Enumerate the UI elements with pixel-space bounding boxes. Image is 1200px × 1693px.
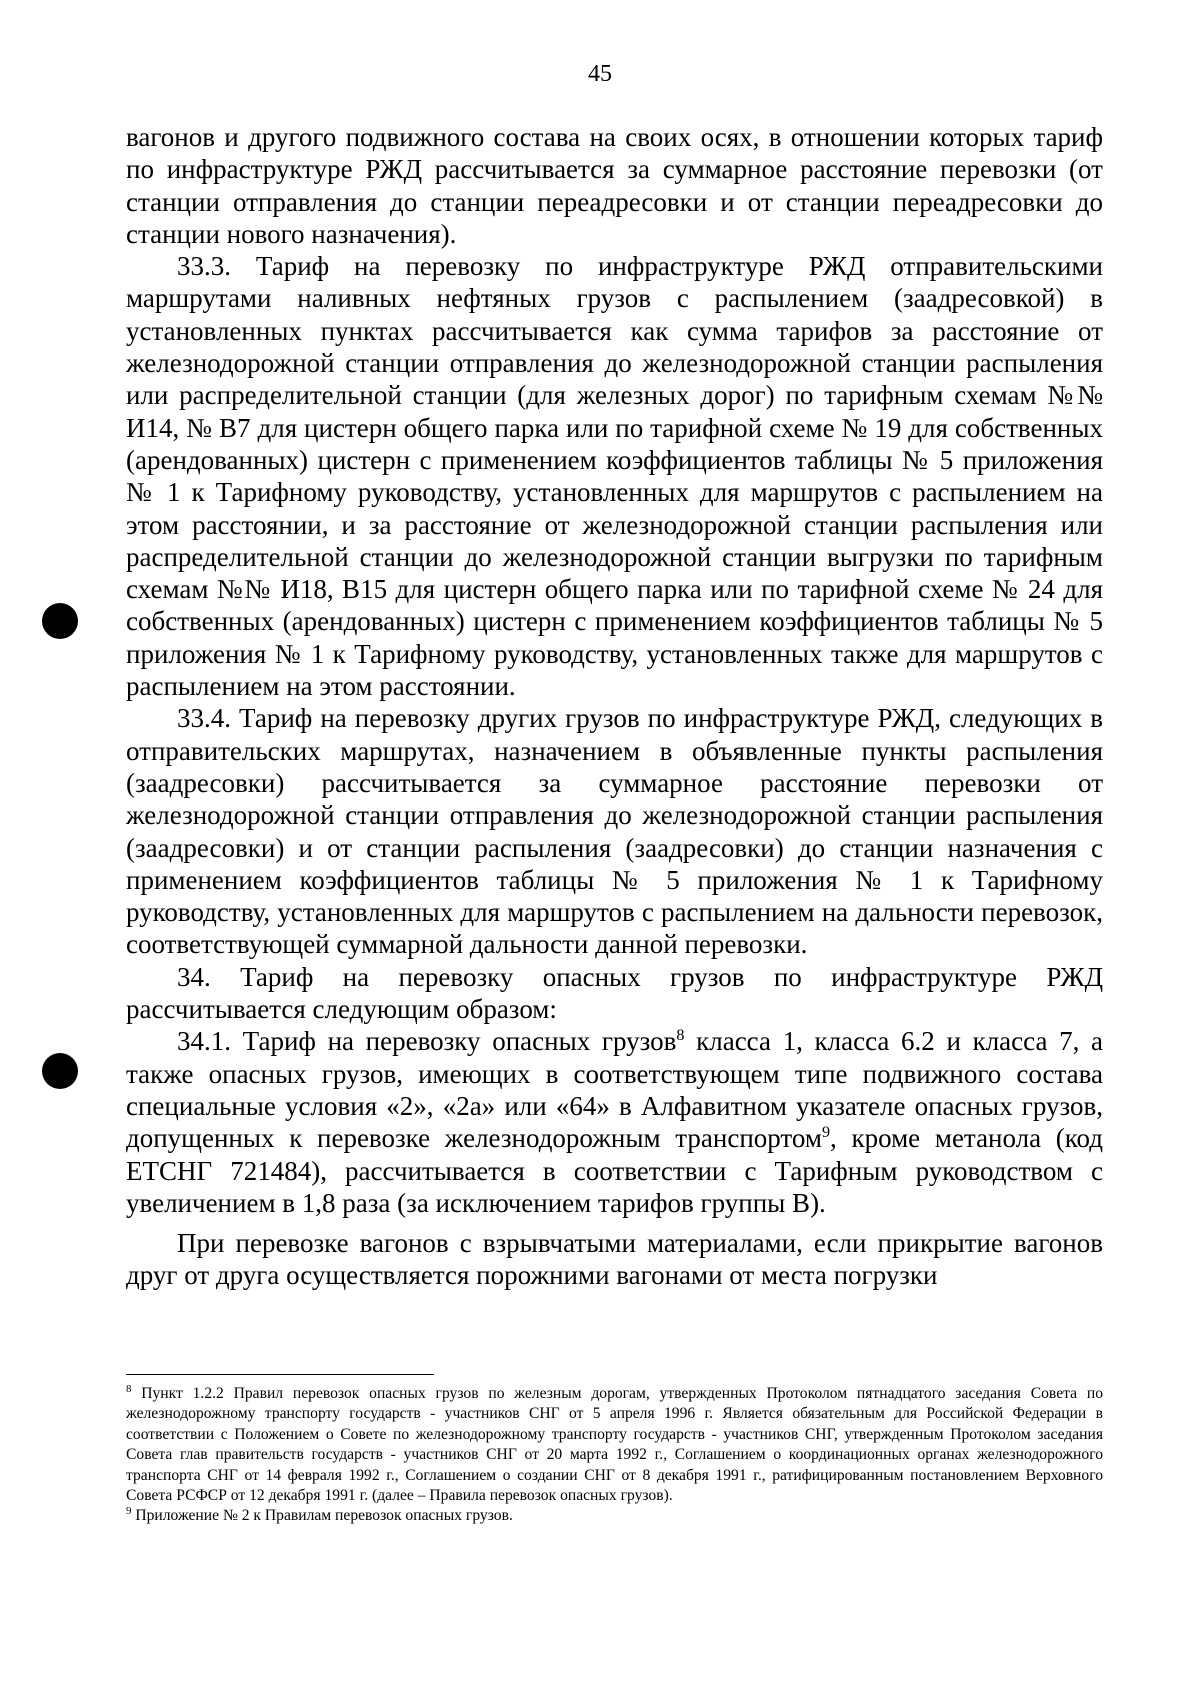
footnote-separator [126,1374,434,1375]
paragraph-34-1-part-b: класса 1, класса 6.2 и класса 7, а также опасных грузов, имеющих в соответствующем типе подвижного состава специальные условия «2», «2а» или «64» в Алфавитном указателе опасных грузов, допущенных к перевозке железнодорожным транспортом [126,1026,1103,1154]
footnotes [126,1384,1103,1527]
paragraph-34-1 [126,1025,1103,1219]
paragraph-continuation: вагонов и другого подвижного состава на своих осях, в отношении которых тариф по инфраструктуре РЖД рассчитывается за суммарное расстояние перевозки (от станции отправления до станции переадресовки и от станции переадресовки до станции нового назначения). [126,122,1103,249]
paragraph-33-4: 33.4. Тариф на перевозку других грузов по инфраструктуре РЖД, следующих в отправительских маршрутах, назначением в объявленные пункты распыления (заадресовки) рассчитывается за суммарное расстояние перевозки от железнодорожной станции отправления до железнодорожной станции распыления (заадресовки) и от станции распыления (заадресовки) до станции назначения с применением коэффициентов таблицы № 5 приложения № 1 к Тарифному руководству, установленных для маршрутов с распылением на дальности перевозок, соответствующей суммарной дальности данной перевозки. [126,703,1103,960]
paragraph-explosives: При перевозке вагонов с взрывчатыми материалами, если прикрытие вагонов друг от друга осуществляется порожними вагонами от места погрузки [126,1228,1103,1291]
paragraph-33-3: 33.3. Тариф на перевозку по инфраструктуре РЖД отправительскими маршрутами наливных нефтяных грузов с распылением (заадресовкой) в установленных пунктах рассчитывается как сумма тарифов за расстояние от железнодорожной станции отправления до железнодорожной станции распыления или распределительной станции (для железных дорог) по тарифным схемам №№ И14, № В7 для цистерн общего парка или по тарифной схеме № 19 для собственных (арендованных) цистерн с применением коэффициентов таблицы № 5 приложения № 1 к Тарифному руководству, установленных для маршрутов с распылением на этом расстоянии, и за расстояние от железнодорожной станции распыления или распределительной станции до железнодорожной станции выгрузки по тарифным схемам №№ И18, В15 для цистерн общего парка или по тарифной схеме № 24 для собственных (арендованных) цистерн с применением коэффициентов таблицы № 5 приложения № 1 к Тарифному руководству, установленных также для маршрутов с распылением на этом расстоянии. [126,251,1103,702]
paragraph-34-1-part-c: , кроме метанола (код ЕТСНГ 721484), рассчитывается в соответствии с Тарифным руководством с увеличением в 1,8 раза (за исключением тарифов группы В). [126,1123,1103,1218]
footnote-8 [126,1384,1103,1506]
paragraph-34: 34. Тариф на перевозку опасных грузов по инфраструктуре РЖД рассчитывается следующим образом: [126,961,1103,1025]
page-number: 45 [588,61,612,87]
footnote-ref-9[interactable]: 9 [821,1123,831,1142]
footnote-9-marker: 9 [126,1505,132,1518]
main-text [126,121,1103,1292]
paragraph-34-1-part-a: 34.1. Тариф на перевозку опасных грузов [177,1026,677,1057]
footnote-ref-8[interactable]: 8 [676,1026,685,1045]
hole-punch-mark [42,603,78,639]
footnote-8-marker: 8 [126,1382,132,1395]
footnote-9-text: Приложение № 2 к Правилам перевозок опасных грузов. [131,1507,513,1525]
footnote-9 [126,1506,1103,1526]
hole-punch-mark [42,1053,78,1089]
footnote-8-text: Пункт 1.2.2 Правил перевозок опасных грузов по железным дорогам, утвержденных Протоколом пятнадцатого заседания Совета по железнодорожному транспорту государств - участников СНГ от 5 апреля 1996 г. Является обязательным для Российской Федерации в соответствии с Положением о Совете по железнодорожному транспорту государств - участников СНГ, утвержденным Протоколом заседания Совета глав правительств государств - участников СНГ от 20 марта 1992 г., Соглашением о координационных органах железнодорожного транспорта СНГ от 14 февраля 1992 г., Соглашением о создании СНГ от 8 декабря 1991 г., ратифицированным постановлением Верховного Совета РСФСР от 12 декабря 1991 г. (далее – Правила перевозок опасных грузов). [126,1385,1103,1505]
